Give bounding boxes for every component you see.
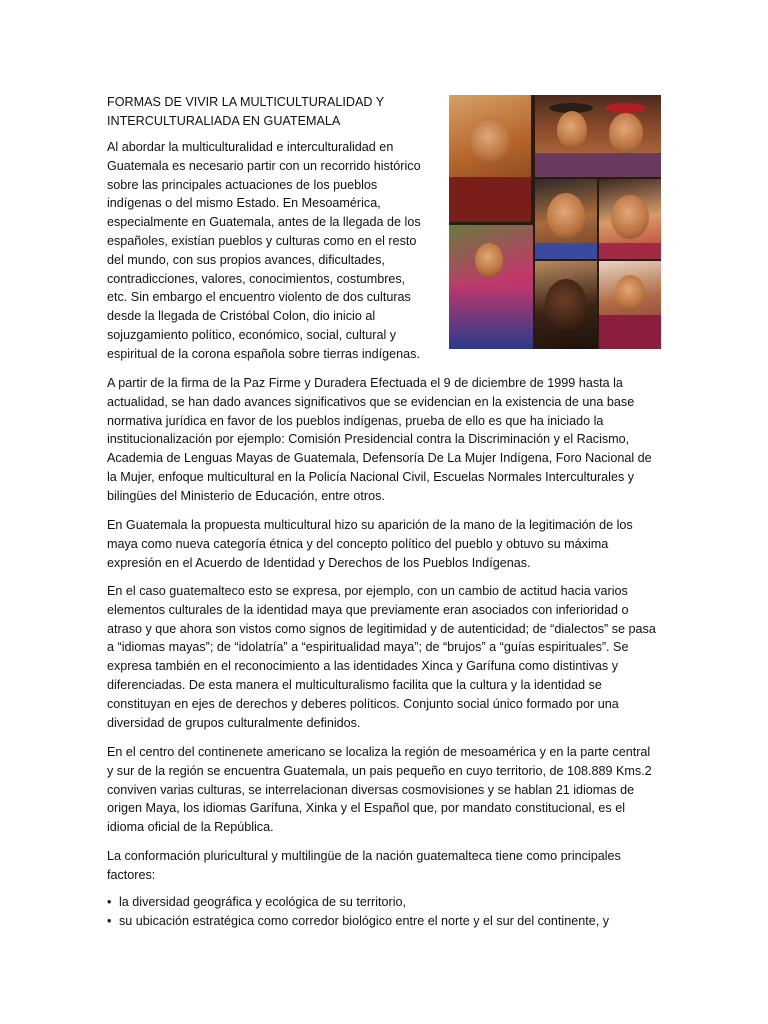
paragraph-peace-agreement: A partir de la firma de la Paz Firme y Duradera Efectuada el 9 de diciembre de 1999 hasta la actualidad, se han dado avances significativos que se evidencian en la existencia de una base normativa jurídica en favor de los pueblos indígenas, prueba de ello es que ha iniciado la institucionalización por ejemplo: Comisión Presidencial contra la Discriminación y el Racismo, Academia de Lenguas Mayas de Guatemala, Defensoría De La Mujer Indígena, Foro Nacional de la Mujer, enfoque multicultural en la Policía Nacional Civil, Escuelas Normales Interculturales y bilingües del Ministerio de Educación, entre otros. xyxy=(107,376,652,503)
list-item: • la diversidad geográfica y ecológica de su territorio, xyxy=(107,893,659,912)
factors-list xyxy=(107,893,659,931)
list-item: • su ubicación estratégica como corredor biológico entre el norte y el sur del continente, y xyxy=(107,912,659,931)
photo-young-woman-portrait xyxy=(599,261,661,349)
paragraph-guatemalan-case: En el caso guatemalteco esto se expresa, por ejemplo, con un cambio de actitud hacia varios elementos culturales de la identidad maya que previamente eran asociados con inferioridad o atraso y que ahora son vistos como signos de legitimidad y de autenticidad; de “dialectos” se pasa a “idiomas mayas”; de “idolatría” a “espiritualidad maya”; de “brujos” a “guías espirituales”. Se expresa también en el reconocimiento a las identidades Xinca y Garífuna como distintivas y diferenciadas. De esta manera el multiculturalismo facilita que la cultura y la identidad se constituyan en ejes de derechos y deberes políticos. Conjunto social único formado por una diversidad de grupos culturalmente definidos. xyxy=(107,584,656,730)
paragraph-multicultural-proposal: En Guatemala la propuesta multicultural hizo su aparición de la mano de la legitimación de los maya como nueva categoría étnica y del concepto político del pueblo y obtuvo su máxima expresión en el Acuerdo de Identidad y Derechos de los Pueblos Indígenas. xyxy=(107,518,633,570)
photo-girl-portrait xyxy=(599,179,661,259)
document-title: FORMAS DE VIVIR LA MULTICULTURALIDAD Y INTERCULTURALIADA EN GUATEMALA xyxy=(107,95,384,128)
paragraph-intro: Al abordar la multiculturalidad e interculturalidad en Guatemala es necesario partir con un recorrido histórico sobre las principales actuaciones de los pueblos indígenas o del mismo Estado. En Mesoamérica, especialmente en Guatemala, antes de la llegada de los españoles, existían pueblos y culturas como en el resto del mundo, con sus propios avances, dificultades, contradicciones, valores, conocimientos, costumbres, etc. Sin embargo el encuentro violento de dos culturas desde la llegada de Cristóbal Colon, dio inicio al sojuzgamiento político, económico, social, cultural y espiritual de la corona española sobre tierras indígenas. xyxy=(107,140,421,361)
paragraph-factors: La conformación pluricultural y multilingüe de la nación guatemalteca tiene como principales factores: xyxy=(107,849,621,882)
indigenous-people-photo-collage xyxy=(449,95,661,349)
photo-child-portrait xyxy=(535,261,597,349)
photo-woman-traditional-dress xyxy=(449,225,533,349)
photo-woman-portrait xyxy=(449,95,531,222)
paragraph-geography: En el centro del continenete americano se localiza la región de mesoamérica y en la parte central y sur de la región se encuentra Guatemala, un pais pequeño en cuyo territorio, de 108.889 Kms.2 conviven varias culturas, se interrelacionan diversas cosmovisiones y se hablan 21 idiomas de origen Maya, los idiomas Garífuna, Xinka y el Español que, por mandato constitucional, es el idioma oficial de la República. xyxy=(107,745,652,835)
photo-elders-portrait xyxy=(535,95,661,177)
photo-boy-portrait xyxy=(535,179,597,259)
